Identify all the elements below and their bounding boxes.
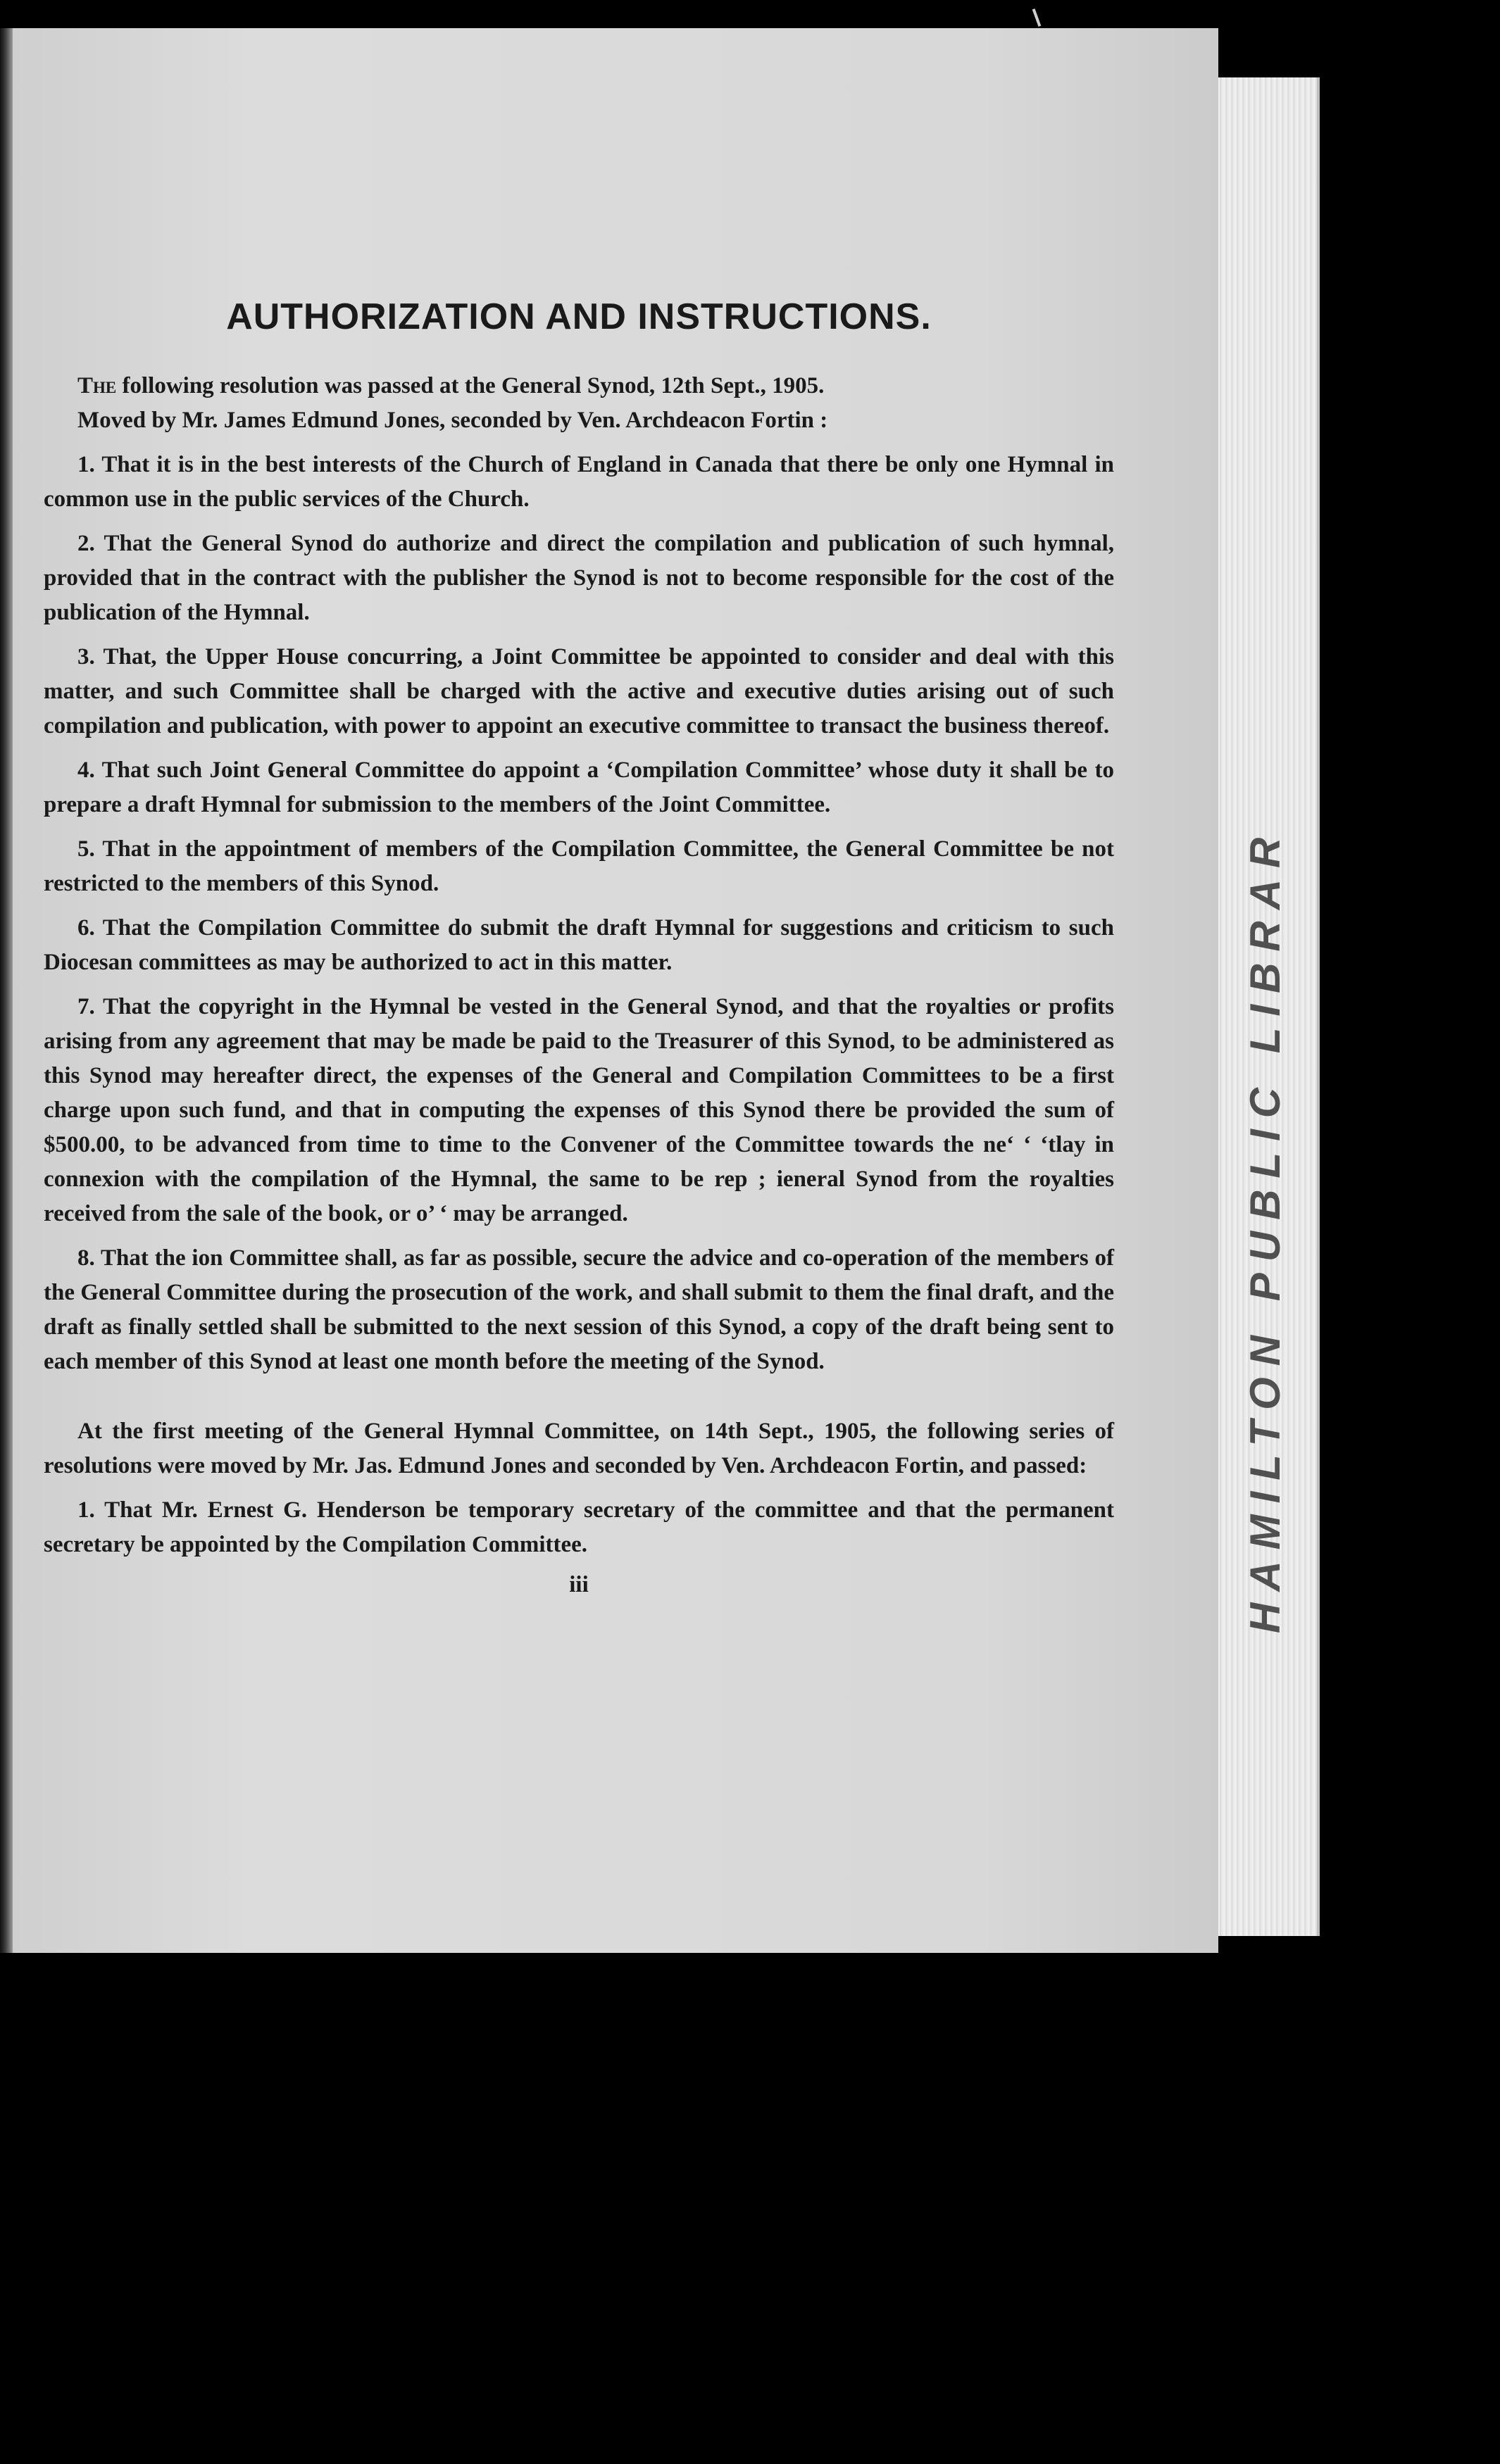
resolution-5: 5. That in the appointment of members of the Compilation Committee, the General Committee be not restricted to the members of this Synod.: [44, 836, 1114, 896]
page-number: iii: [569, 1572, 589, 1597]
section-gap: [44, 1389, 1114, 1414]
resolution-2: 2. That the General Synod do authorize and direct the compilation and publication of such hymnal, provided that in the contract with the publisher the Synod is not to become responsible for the cost of the publication of the Hymnal.: [44, 531, 1114, 625]
scan-border-top: [0, 0, 1500, 28]
library-stamp-text: HAMILTON PUBLIC LIBRAR: [1242, 826, 1289, 1633]
resolution-8: 8. That the ion Committee shall, as far as possible, secure the advice and co-operation of the members of the General Committee during the prosecution of the work, and shall submit to them the final draft, and the draft as finally settled shall be submitted to the next session of this Synod, a copy of the draft being sent to each member of this Synod at least one month before the meeting of the Synod.: [44, 1245, 1114, 1374]
page-title: AUTHORIZATION AND INSTRUCTIONS.: [226, 296, 932, 337]
resolution-3: 3. That, the Upper House concurring, a Joint Committee be appointed to consider and deal with this matter, and such Committee shall be charged with the active and executive duties arising out of such compilation and publication, with power to appoint an executive committee to transact the business thereof.: [44, 644, 1114, 738]
library-stamp: [1241, 826, 1290, 2464]
page-content: [44, 296, 1114, 1598]
resolution-4: 4. That such Joint General Committee do appoint a ‘Compilation Committee’ whose duty it shall be to prepare a draft Hymnal for submission to the members of the Joint Committee.: [44, 758, 1114, 817]
intro-text: following resolution was passed at the General Synod, 12th Sept., 1905.: [116, 373, 825, 398]
page-left-edge: [0, 28, 13, 1953]
intro-lead: The: [77, 373, 117, 398]
resolution-6: 6. That the Compilation Committee do submit the draft Hymnal for suggestions and criticism to such Diocesan committees as may be authorized to act in this matter.: [44, 915, 1114, 975]
resolution-7: 7. That the copyright in the Hymnal be vested in the General Synod, and that the royalties or profits arising from any agreement that may be made be paid to the Treasurer of this Synod, to be administered as this Synod may hereafter direct, the expenses of the General and Compilation Committees to be a first charge upon such fund, and that in computing the expenses of this Synod there be provided the sum of $500.00, to be advanced from time to time to the Convener of the Committee towards the ne‘ ‘ ‘tlay in connexion with the compilation of the Hymnal, the same to be rep ; ieneral Synod from the royalties received from the sale of the book, or o’ ‘ may be arranged.: [44, 994, 1114, 1226]
intro-paragraph: [44, 369, 1114, 403]
meeting-resolution-1: 1. That Mr. Ernest G. Henderson be temporary secretary of the committee and that the permanent secretary be appointed by the Compilation Committee.: [44, 1497, 1114, 1557]
moved-by-line: Moved by Mr. James Edmund Jones, seconded by Ven. Archdeacon Fortin :: [77, 408, 828, 433]
resolution-1: 1. That it is in the best interests of the Church of England in Canada that there be only one Hymnal in common use in the public services of the Church.: [44, 452, 1114, 512]
first-meeting-paragraph: At the first meeting of the General Hymnal Committee, on 14th Sept., 1905, the following series of resolutions were moved by Mr. Jas. Edmund Jones and seconded by Ven. Archdeacon Fortin, and passed:: [44, 1419, 1114, 1478]
